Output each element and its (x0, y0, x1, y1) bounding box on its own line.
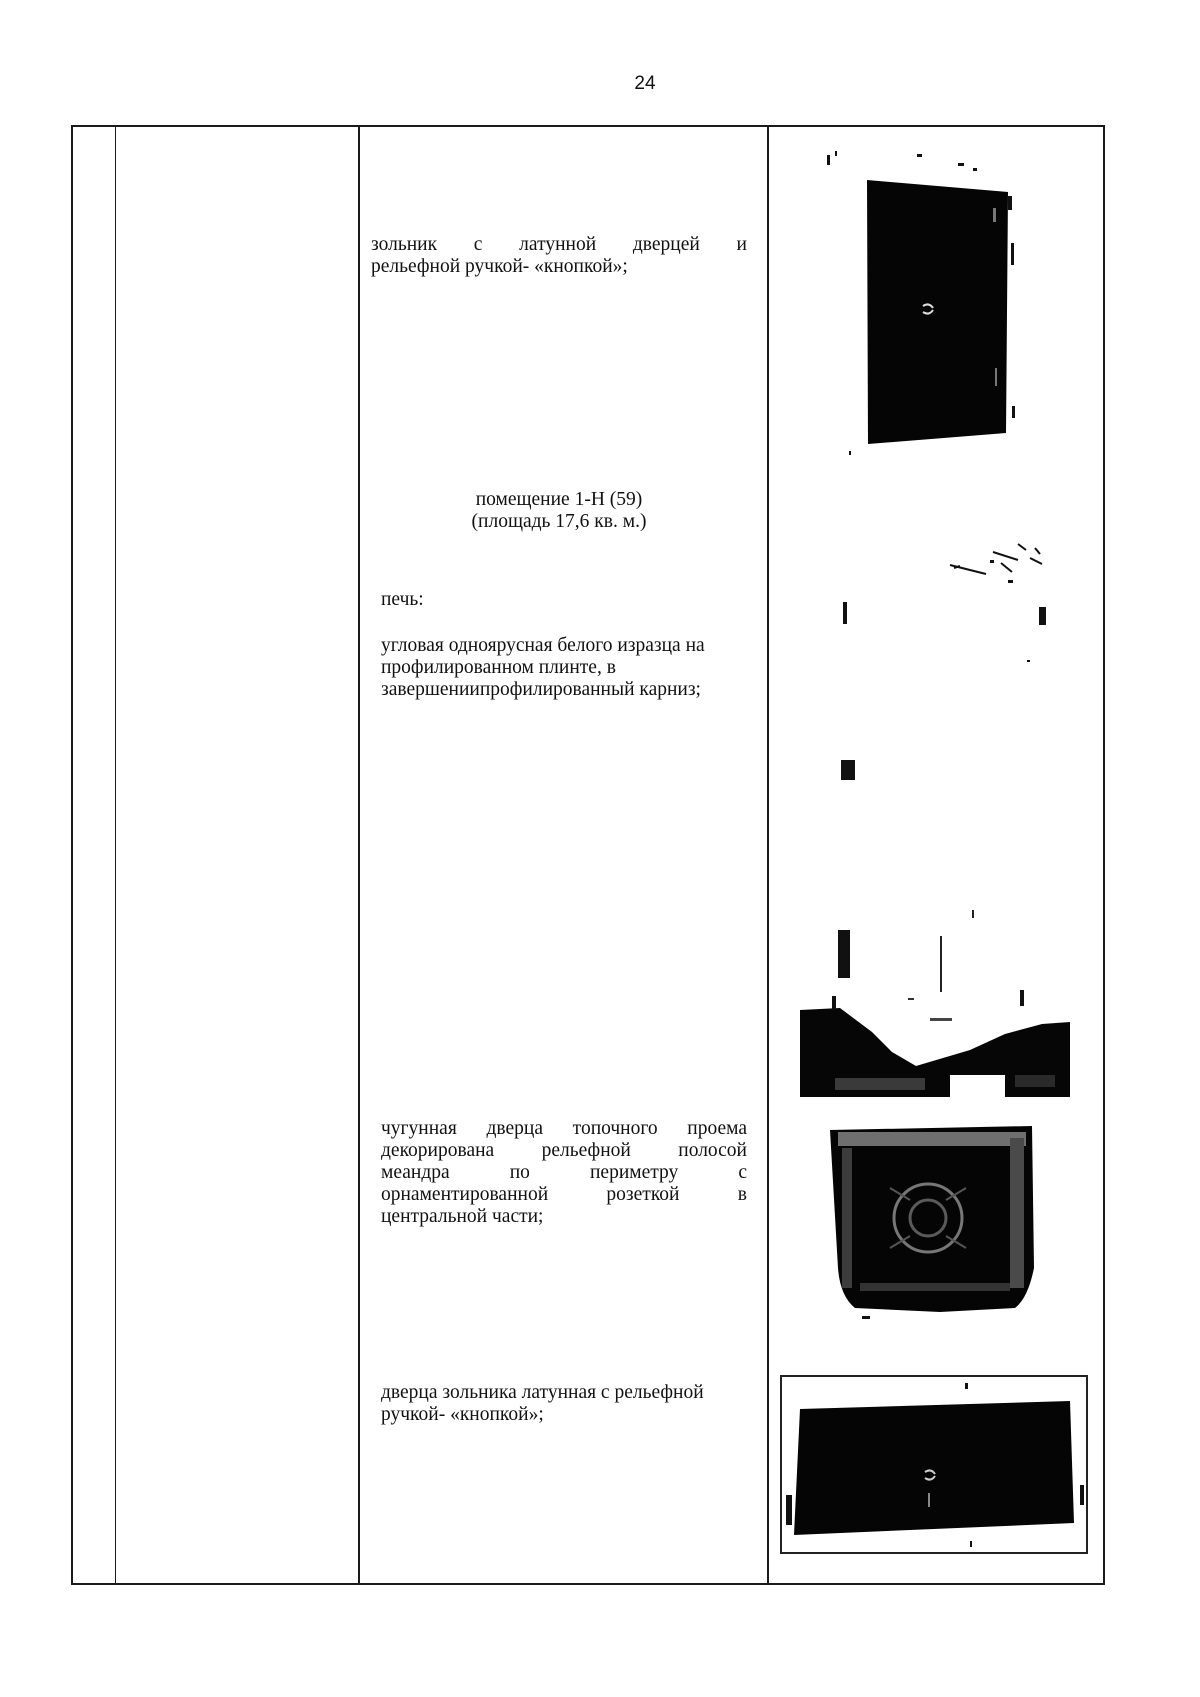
stove-description (381, 635, 753, 701)
room-title: помещение 1-Н (59) (475, 489, 643, 510)
text-line: чугунная дверца топочного проема (381, 1118, 747, 1139)
text-line: ручкой- «кнопкой»; (381, 1404, 544, 1425)
photo-tiled-stove (800, 520, 1080, 790)
text-line: декорирована рельефной полосой (381, 1140, 747, 1161)
ash-door-description (381, 1382, 753, 1426)
text-line: печь: (381, 589, 424, 610)
text-line: рельефной ручкой- «кнопкой»; (371, 256, 628, 277)
photo-stove-base (800, 900, 1070, 1100)
text-line: зольник с латунной дверцей и (371, 234, 747, 255)
stove-label (381, 589, 741, 611)
text-line: меандра по периметру с (381, 1162, 747, 1183)
room-heading (371, 489, 747, 533)
ash-pit-description (371, 234, 747, 278)
text-line: орнаментированной розеткой в (381, 1184, 747, 1205)
text-line: центральной части; (381, 1206, 544, 1227)
photo-ash-pit-door (825, 148, 1025, 468)
column-divider-1 (115, 125, 116, 1585)
text-line: угловая одноярусная белого изразца на (381, 635, 705, 656)
column-divider-2 (358, 125, 360, 1585)
column-divider-3 (767, 125, 769, 1585)
text-line: профилированном плинте, в (381, 657, 616, 678)
firebox-door-description (381, 1118, 747, 1228)
page-number: 24 (634, 73, 656, 94)
text-line: дверца зольника латунная с рельефной (381, 1382, 704, 1403)
text-line: завершениипрофилированный карниз; (381, 679, 701, 700)
room-area: (площадь 17,6 кв. м.) (471, 511, 647, 532)
photo-brass-ash-door (780, 1375, 1090, 1555)
photo-cast-iron-door (820, 1118, 1040, 1323)
